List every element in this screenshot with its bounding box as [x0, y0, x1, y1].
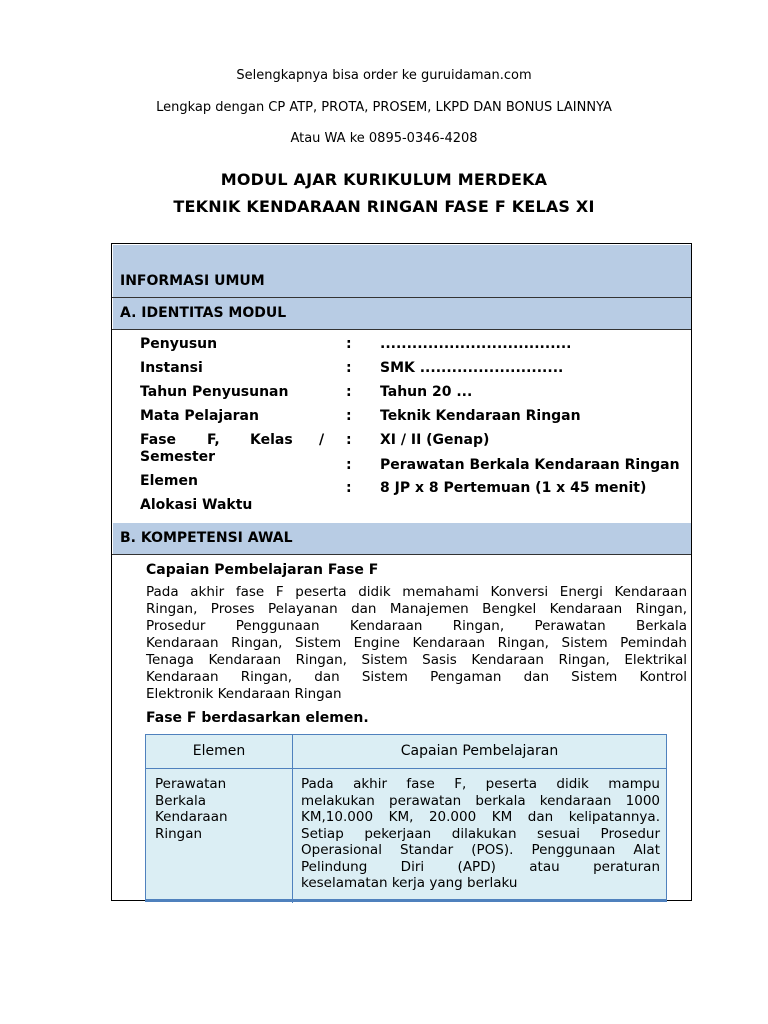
promo-line-2: Lengkap dengan CP ATP, PROTA, PROSEM, LKPD DAN BONUS LAINNYA	[156, 100, 612, 115]
table-divider	[292, 735, 293, 903]
cell-line: KM,10.000 KM, 20.000 KM dan kelipatannya.	[301, 809, 660, 825]
mapel-value: Teknik Kendaraan Ringan	[380, 408, 581, 424]
cell-line: Kendaraan	[155, 809, 228, 825]
table-cell-capaian	[301, 776, 660, 892]
tahun-value: Tahun 20 ...	[380, 384, 473, 400]
cell-line: keselamatan kerja yang berlaku	[301, 875, 518, 891]
table-divider	[146, 768, 666, 769]
colon: :	[346, 480, 352, 496]
document-subtitle: TEKNIK KENDARAAN RINGAN FASE F KELAS XI	[173, 197, 595, 216]
paragraph-line: Kendaraan Ringan, dan Sistem Pengaman dan Sistem Kontrol	[146, 669, 687, 685]
fase-label-f: F,	[207, 432, 220, 448]
table-cell-elemen	[155, 776, 285, 842]
fase-label-word: Fase	[140, 432, 177, 448]
alokasi-value: 8 JP x 8 Pertemuan (1 x 45 menit)	[380, 480, 647, 496]
document-title: MODUL AJAR KURIKULUM MERDEKA	[220, 170, 548, 189]
instansi-label: Instansi	[140, 360, 203, 376]
colon: :	[346, 336, 352, 352]
divider	[112, 329, 691, 330]
section-identitas-modul: A. IDENTITAS MODUL	[113, 298, 691, 329]
mapel-label: Mata Pelajaran	[140, 408, 259, 424]
paragraph-line: Prosedur Penggunaan Kendaraan Ringan, Perawatan Berkala	[146, 618, 687, 634]
colon: :	[346, 360, 352, 376]
colon: :	[346, 384, 352, 400]
cell-line: Pelindung Diri (APD) atau peraturan	[301, 858, 660, 875]
fase-label-kelas: Kelas	[250, 432, 293, 448]
paragraph-line: Kendaraan Ringan, Sistem Engine Kendaraan Ringan, Sistem Pemindah	[146, 635, 687, 651]
cp-table	[145, 734, 667, 902]
colon: :	[346, 408, 352, 424]
section-informasi-umum: INFORMASI UMUM	[113, 245, 691, 297]
colon: :	[346, 457, 352, 473]
elemen-label: Elemen	[140, 473, 198, 489]
cell-line: Perawatan	[155, 776, 227, 792]
table-header-elemen: Elemen	[192, 743, 246, 759]
capaian-heading: Capaian Pembelajaran Fase F	[146, 562, 379, 578]
divider	[112, 554, 691, 555]
instansi-value: SMK ...........................	[380, 360, 564, 376]
cell-line: Operasional Standar (POS). Penggunaan Alat	[301, 842, 660, 858]
paragraph-line: Elektronik Kendaraan Ringan	[146, 686, 342, 702]
promo-line-1: Selengkapnya bisa order ke guruidaman.com	[236, 68, 532, 83]
fase-f-subheading: Fase F berdasarkan elemen.	[146, 710, 369, 726]
table-header-capaian: Capaian Pembelajaran	[400, 743, 559, 759]
cell-line: melakukan perawatan berkala kendaraan 1000	[301, 792, 660, 809]
tahun-label: Tahun Penyusunan	[140, 384, 289, 400]
alokasi-label: Alokasi Waktu	[140, 497, 253, 513]
colon: :	[346, 432, 352, 448]
cell-line: Pada akhir fase F, peserta didik mampu	[301, 776, 660, 792]
cell-line: Berkala	[155, 792, 206, 809]
paragraph-line: Tenaga Kendaraan Ringan, Sistem Sasis Kendaraan Ringan, Elektrikal	[146, 652, 687, 668]
capaian-paragraph	[146, 584, 687, 703]
section-kompetensi-awal: B. KOMPETENSI AWAL	[113, 523, 691, 554]
paragraph-line: Ringan, Proses Pelayanan dan Manajemen Bengkel Kendaraan Ringan,	[146, 601, 687, 617]
cell-line: Setiap pekerjaan dilakukan sesuai Prosedur	[301, 825, 660, 842]
fase-label-semester: Semester	[140, 449, 216, 465]
elemen-value: Perawatan Berkala Kendaraan Ringan	[380, 457, 680, 473]
cell-line: Ringan	[155, 825, 203, 842]
fase-label-slash: /	[319, 432, 325, 448]
penyusun-value: ....................................	[380, 336, 572, 352]
fase-value: XI / II (Genap)	[380, 432, 490, 448]
penyusun-label: Penyusun	[140, 336, 218, 352]
paragraph-line: Pada akhir fase F peserta didik memahami Konversi Energi Kendaraan	[146, 584, 687, 600]
promo-line-3: Atau WA ke 0895-0346-4208	[290, 131, 478, 146]
table-divider	[146, 899, 666, 902]
